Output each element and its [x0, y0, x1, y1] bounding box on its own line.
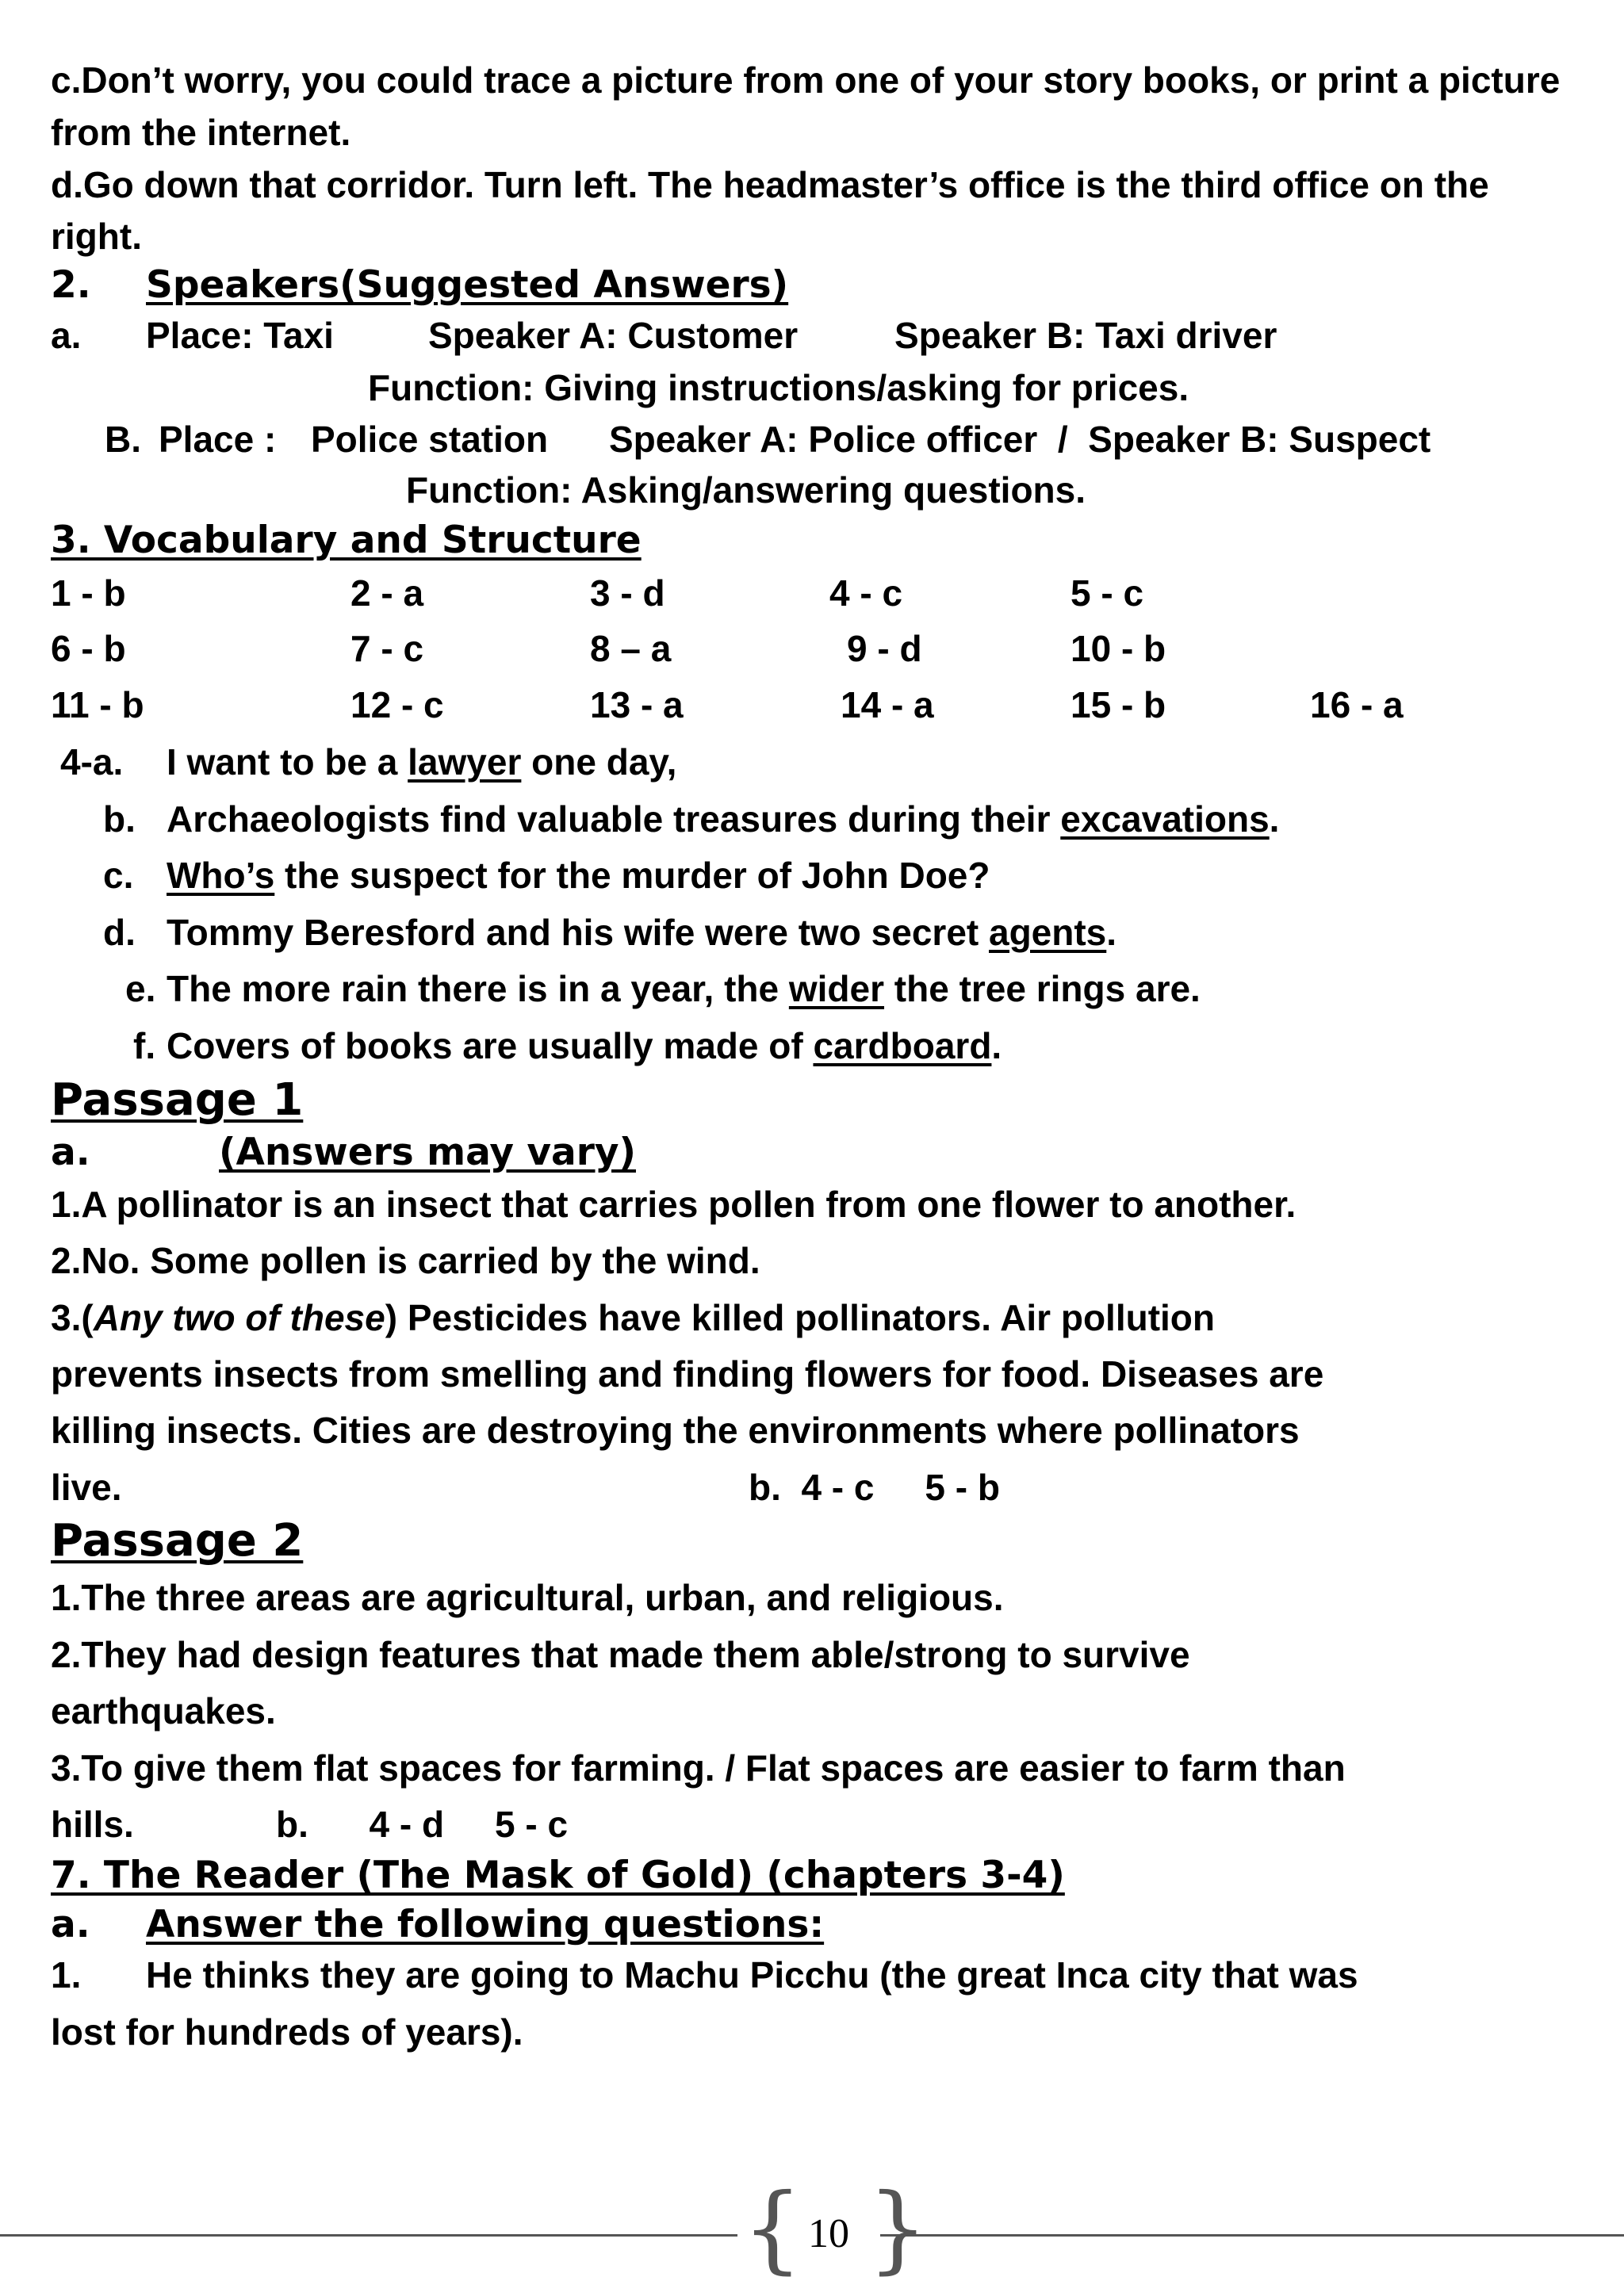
speakers-a-speaker-a: Speaker A: Customer	[428, 315, 799, 356]
vocab-answer: 15 - b	[1071, 684, 1166, 725]
speakers-a-place: Place: Taxi	[146, 315, 334, 356]
passage1-a-letter: a.	[51, 1131, 90, 1174]
vocab-heading: 3. Vocabulary and Structure	[51, 519, 642, 562]
passage1-heading: Passage 1	[51, 1074, 304, 1126]
passage1-answer-2: 2.No. Some pollen is carried by the wind.	[51, 1240, 760, 1281]
vocab-answer: 7 - c	[350, 628, 424, 669]
speakers-b-letter: B.	[105, 419, 141, 460]
passage1-answer-3-line3: killing insects. Cities are destroying the environments where pollinators	[51, 1410, 1300, 1451]
q4-item: Tommy Beresford and his wife were two secret agents.	[167, 912, 1117, 953]
page-number: 10	[808, 2211, 849, 2256]
q4-item-label: f.	[133, 1025, 156, 1066]
passage2-answer-3-line1: 3.To give them flat spaces for farming. / Flat spaces are easier to farm than	[51, 1747, 1346, 1789]
vocab-answer: 10 - b	[1071, 628, 1166, 669]
q4-item-label: 4-a.	[60, 741, 124, 783]
speakers-number: 2.	[51, 263, 91, 307]
answer-c-line1: c.Don’t worry, you could trace a picture from one of your story books, or print a picture	[51, 59, 1561, 101]
vocab-answer: 11 - b	[51, 684, 144, 725]
reader-a-letter: a.	[51, 1903, 90, 1946]
passage2-answer-2-line2: earthquakes.	[51, 1690, 276, 1732]
speakers-b-speakers: Speaker A: Police officer / Speaker B: Suspect	[609, 419, 1431, 460]
answer-d-line1: d.Go down that corridor. Turn left. The headmaster’s office is the third office on the	[51, 164, 1489, 205]
speakers-b-place-label: Place :	[159, 419, 277, 460]
passage2-answer-3-line2: hills.	[51, 1804, 134, 1845]
reader-q1-number: 1.	[51, 1954, 82, 1996]
q4-item-label: c.	[103, 855, 134, 896]
passage1-b-answers: b. 4 - c 5 - b	[749, 1467, 1000, 1508]
q4-item-label: b.	[103, 798, 136, 840]
passage1-answer-3-line4: live.	[51, 1467, 122, 1508]
vocab-answer: 6 - b	[51, 628, 126, 669]
vocab-answer: 5 - c	[1071, 572, 1144, 614]
q4-item-label: d.	[103, 912, 136, 953]
footer-rule-right	[880, 2234, 1624, 2237]
vocab-answer: 1 - b	[51, 572, 126, 614]
answer-d-line2: right.	[51, 216, 142, 257]
speakers-b-place: Police station	[311, 419, 549, 460]
speakers-a-function: Function: Giving instructions/asking for prices.	[368, 367, 1189, 408]
vocab-answer: 4 - c	[829, 572, 903, 614]
passage1-answer-3-line1: 3.(Any two of these) Pesticides have killed pollinators. Air pollution	[51, 1297, 1215, 1338]
q4-item-label: e.	[125, 968, 156, 1009]
passage2-heading: Passage 2	[51, 1515, 304, 1567]
passage2-answer-2-line1: 2.They had design features that made them able/strong to survive	[51, 1634, 1190, 1675]
reader-q1-line1: He thinks they are going to Machu Picchu (the great Inca city that was	[146, 1954, 1358, 1996]
vocab-answer: 13 - a	[590, 684, 684, 725]
reader-a-heading: Answer the following questions:	[146, 1903, 825, 1946]
reader-q1-line2: lost for hundreds of years).	[51, 2011, 523, 2053]
speakers-a-letter: a.	[51, 315, 82, 356]
passage1-answer-1: 1.A pollinator is an insect that carries pollen from one flower to another.	[51, 1184, 1297, 1225]
q4-item: Archaeologists find valuable treasures during their excavations.	[167, 798, 1280, 840]
q4-item: The more rain there is in a year, the wider the tree rings are.	[167, 968, 1201, 1009]
q4-item: Covers of books are usually made of cardboard.	[167, 1025, 1002, 1066]
answer-c-line2: from the internet.	[51, 112, 351, 153]
passage1-answer-3-line2: prevents insects from smelling and finding flowers for food. Diseases are	[51, 1353, 1324, 1395]
vocab-answer: 9 - d	[847, 628, 922, 669]
vocab-answer: 16 - a	[1310, 684, 1404, 725]
footer-brace-left: {	[742, 2174, 803, 2284]
passage2-answer-1: 1.The three areas are agricultural, urban, and religious.	[51, 1577, 1004, 1618]
vocab-answer: 2 - a	[350, 572, 424, 614]
speakers-b-function: Function: Asking/answering questions.	[406, 469, 1086, 511]
passage2-b-answers: b. 4 - d 5 - c	[276, 1804, 569, 1845]
speakers-a-speaker-b: Speaker B: Taxi driver	[894, 315, 1277, 356]
vocab-answer: 8 – a	[590, 628, 672, 669]
footer-brace-right: }	[868, 2174, 929, 2284]
reader-heading: 7. The Reader (The Mask of Gold) (chapters 3-4)	[51, 1854, 1065, 1897]
vocab-answer: 14 - a	[841, 684, 934, 725]
vocab-answer: 3 - d	[590, 572, 665, 614]
vocab-answer: 12 - c	[350, 684, 444, 725]
passage1-a-note: (Answers may vary)	[219, 1131, 636, 1174]
q4-item: I want to be a lawyer one day,	[167, 741, 677, 783]
footer-rule-left	[0, 2234, 737, 2237]
speakers-heading: Speakers(Suggested Answers)	[146, 263, 789, 307]
q4-item: Who’s the suspect for the murder of John Doe?	[167, 855, 990, 896]
